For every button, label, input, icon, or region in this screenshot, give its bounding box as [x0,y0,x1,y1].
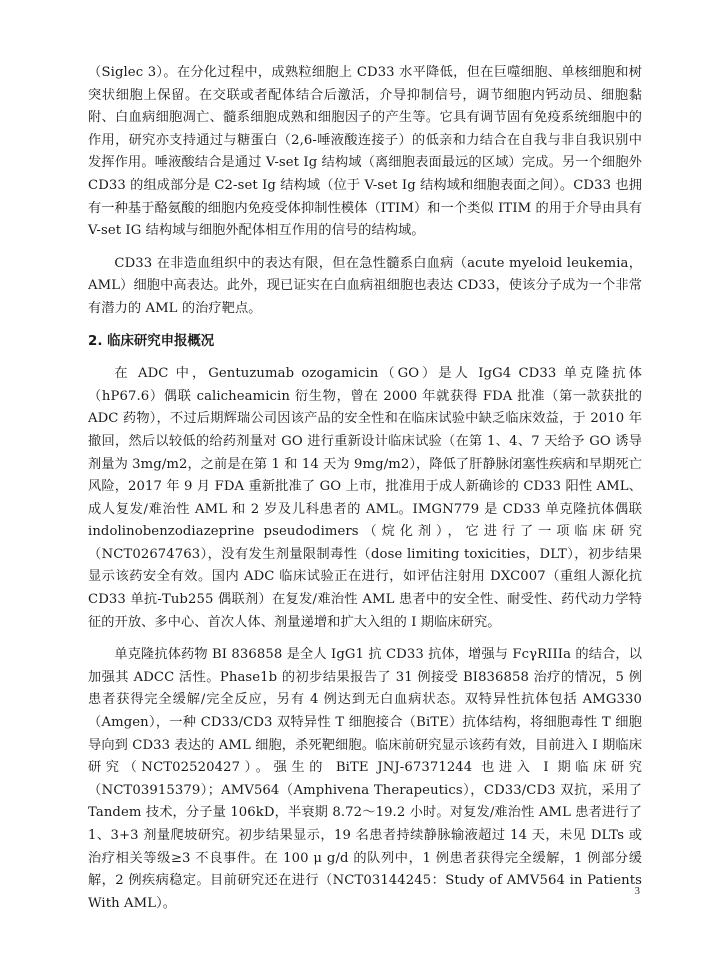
paragraph-cd33-expression: CD33 在非造血组织中的表达有限，但在急性髓系白血病（acute myeloid leukemia，AML）细胞中高表达。此外，现已证实在白血病祖细胞也表达 CD33，使该分子成为一个非常有潜力的 AML 的治疗靶点。 [88,255,642,316]
paragraph-adc-overview: 在 ADC 中，Gentuzumab ozogamicin（GO）是人 IgG4 CD33 单克隆抗体（hP67.6）偶联 calicheamicin 衍生物，曾在 2000 年就获得 FDA 批准（第一款获批的 ADC 药物），不过后期辉瑞公司因该产品的安全性和在临床试验中缺乏临床效益，于 2010 年撤回，然后以较低的给药剂量对 GO 进行重新设计临床试验（在第 1、4、7 天给予 GO 诱导剂量为 3mg/m2，之前是在第 1 和 14 天为 9mg/m2），降低了肝静脉闭塞性疾病和早期死亡风险，2017 年 9 月 FDA 重新批准了 GO 上市，批准用于成人新确诊的 CD33 阳性 AML、成人复发/难治性 AML 和 2 岁及儿科患者的 AML。IMGN779 是 CD33 单克隆抗体偶联 indolinobenzodiazeprine pseudodimers（烷化剂），它进行了一项临床研究（NCT02674763），没有发生剂量限制毒性（dose limiting toxicities，DLT），初步结果显示该药安全有效。国内 ADC 临床试验正在进行，如评估注射用 DXC007（重组人源化抗 CD33 单抗-Tub255 偶联剂）在复发/难治性 AML 患者中的安全性、耐受性、药代动力学特征的开放、多中心、首次人体、剂量递增和扩大入组的 I 期临床研究。 [88,366,642,630]
page-number: 3 [634,885,640,897]
document-page [88,62,642,915]
section-heading: 2. 临床研究申报概况 [88,333,215,349]
paragraph-cd33-function: （Siglec 3）。在分化过程中，成熟粒细胞上 CD33 水平降低，但在巨噬细胞、单核细胞和树突状细胞上保留。在交联或者配体结合后激活，介导抑制信号，调节细胞内钙动员、细胞黏附、白血病细胞凋亡、髓系细胞成熟和细胞因子的产生等。它具有调节固有免疫系统细胞中的作用，研究亦支持通过与糖蛋白（2,6-唾液酸连接子）的低亲和力结合在自我与非自我识别中发挥作用。唾液酸结合是通过 V-set Ig 结构域（离细胞表面最远的区域）完成。另一个细胞外 CD33 的组成部分是 C2-set Ig 结构域（位于 V-set Ig 结构域和细胞表面之间）。CD33 也拥有一种基于酪氨酸的细胞内免疫受体抑制性模体（ITIM）和一个类似 ITIM 的用于介导由具有 V-set IG 结构域与细胞外配体相互作用的信号的结构域。 [88,65,642,239]
paragraph-antibody-overview: 单克隆抗体药物 BI 836858 是全人 IgG1 抗 CD33 抗体，增强与 FcγRIIIa 的结合，以加强其 ADCC 活性。Phase1b 的初步结果报告了 31 例接受 BI836858 治疗的情况，5 例患者获得完全缓解/完全反应，另有 4 例达到无白血病状态。双特异性抗体包括 AMG330（Amgen），一种 CD33/CD3 双特异性 T 细胞接合（BiTE）抗体结构，将细胞毒性 T 细胞导向到 CD33 表达的 AML 细胞，杀死靶细胞。临床前研究显示该药有效，目前进入 I 期临床研究（NCT02520427）。强生的 BiTE JNJ-67371244 也进入 I 期临床研究（NCT03915379）；AMV564（Amphivena Therapeutics），CD33/CD3 双抗，采用了 Tandem 技术，分子量 106kD，半衰期 8.72～19.2 小时。对复发/难治性 AML 患者进行了 1、3+3 剂量爬坡研究。初步结果显示，19 名患者持续静脉输液超过 14 天，未见 DLTs 或治疗相关等级≥3 不良事件。在 100 μ g/d 的队列中，1 例患者获得完全缓解，1 例部分缓解，2 例疾病稳定。目前研究还在进行（NCT03144245：Study of AMV564 in Patients With AML）。 [88,647,642,911]
